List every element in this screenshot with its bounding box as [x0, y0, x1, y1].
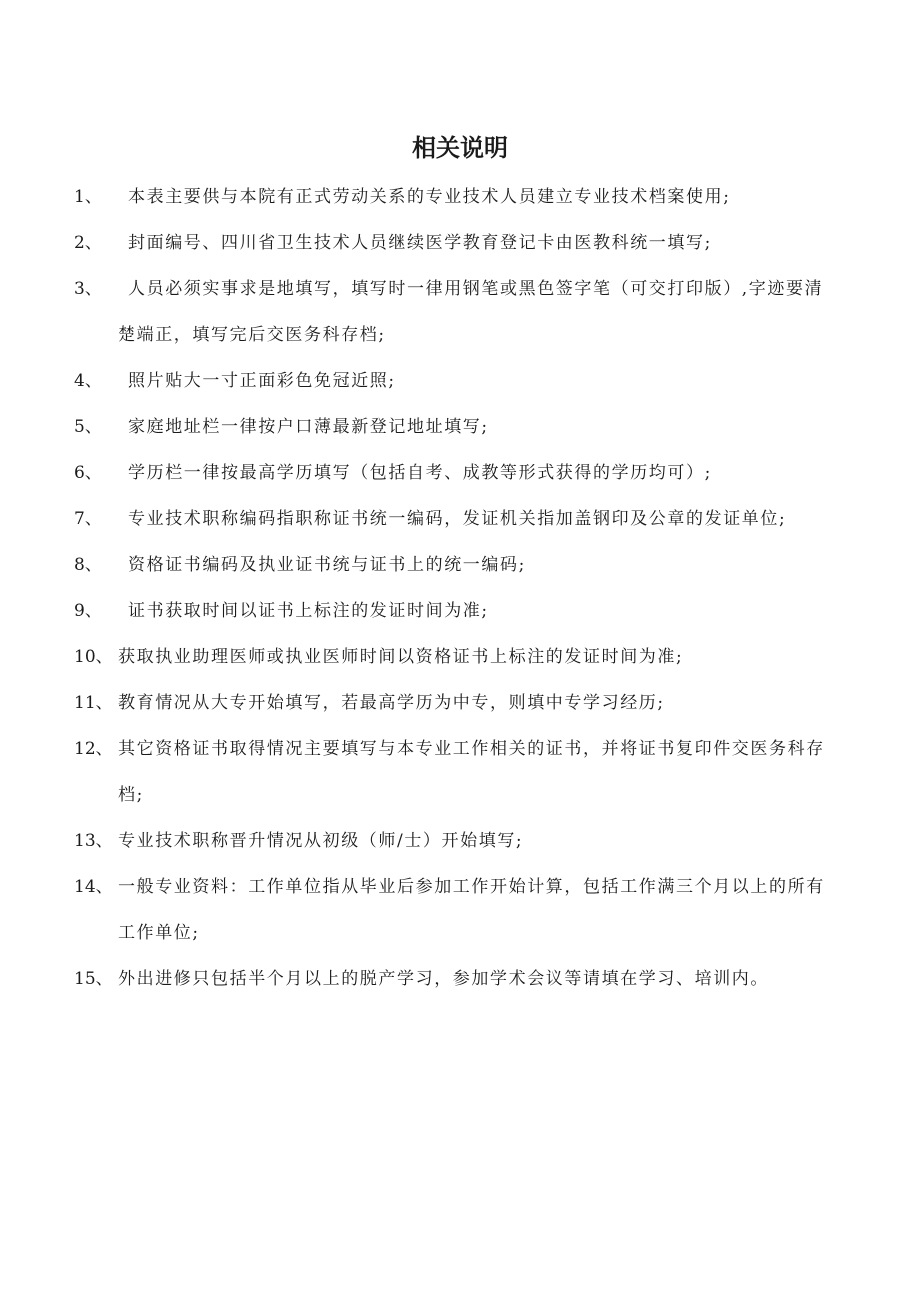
item-number: 13、 [74, 831, 113, 851]
item-text: 获取执业助理医师或执业医师时间以资格证书上标注的发证时间为准; [118, 647, 684, 667]
item-text: 一般专业资料：工作单位指从毕业后参加工作开始计算，包括工作满三个月以上的所有 [118, 877, 825, 897]
item-text: 封面编号、四川省卫生技术人员继续医学教育登记卡由医教科统一填写; [128, 233, 712, 253]
list-item [0, 876, 920, 968]
item-text: 外出进修只包括半个月以上的脱产学习，参加学术会议等请填在学习、培训内。 [118, 969, 769, 989]
list-item [0, 508, 920, 554]
item-number: 10、 [74, 647, 113, 667]
item-text: 本表主要供与本院有正式劳动关系的专业技术人员建立专业技术档案使用; [128, 187, 731, 207]
list-item [0, 968, 920, 1014]
item-number: 11、 [74, 693, 113, 713]
item-number: 15、 [74, 969, 113, 989]
item-number: 4、 [74, 371, 102, 391]
item-number: 2、 [74, 233, 102, 253]
item-number: 7、 [74, 509, 102, 529]
item-text: 人员必须实事求是地填写，填写时一律用钢笔或黑色签字笔（可交打印版）,字迹要清 [128, 279, 824, 299]
item-text: 专业技术职称晋升情况从初级（师/士）开始填写; [118, 831, 524, 851]
item-text-continued: 楚端正，填写完后交医务科存档; [118, 325, 386, 345]
list-item [0, 278, 920, 370]
item-text: 资格证书编码及执业证书统与证书上的统一编码; [128, 555, 526, 575]
item-number: 9、 [74, 601, 102, 621]
list-item [0, 370, 920, 416]
item-text: 照片贴大一寸正面彩色免冠近照; [128, 371, 396, 391]
item-text: 家庭地址栏一律按户口薄最新登记地址填写; [128, 417, 489, 437]
list-item [0, 600, 920, 646]
list-item [0, 232, 920, 278]
instruction-list [0, 186, 920, 1014]
item-text-continued: 工作单位; [118, 923, 200, 943]
item-number: 12、 [74, 739, 113, 759]
item-text: 教育情况从大专开始填写，若最高学历为中专，则填中专学习经历; [118, 693, 665, 713]
list-item [0, 416, 920, 462]
item-number: 3、 [74, 279, 102, 299]
list-item [0, 830, 920, 876]
list-item [0, 462, 920, 508]
list-item [0, 738, 920, 830]
list-item [0, 692, 920, 738]
item-number: 8、 [74, 555, 102, 575]
item-number: 14、 [74, 877, 113, 897]
item-number: 6、 [74, 463, 102, 483]
list-item [0, 186, 920, 232]
item-number: 5、 [74, 417, 102, 437]
item-text: 学历栏一律按最高学历填写（包括自考、成教等形式获得的学历均可）; [128, 463, 712, 483]
page-title: 相关说明 [412, 134, 508, 162]
list-item [0, 646, 920, 692]
item-text: 证书获取时间以证书上标注的发证时间为准; [128, 601, 489, 621]
list-item [0, 554, 920, 600]
item-text: 专业技术职称编码指职称证书统一编码，发证机关指加盖钢印及公章的发证单位; [128, 509, 787, 529]
item-number: 1、 [74, 187, 102, 207]
item-text-continued: 档; [118, 785, 144, 805]
item-text: 其它资格证书取得情况主要填写与本专业工作相关的证书，并将证书复印件交医务科存 [118, 739, 825, 759]
